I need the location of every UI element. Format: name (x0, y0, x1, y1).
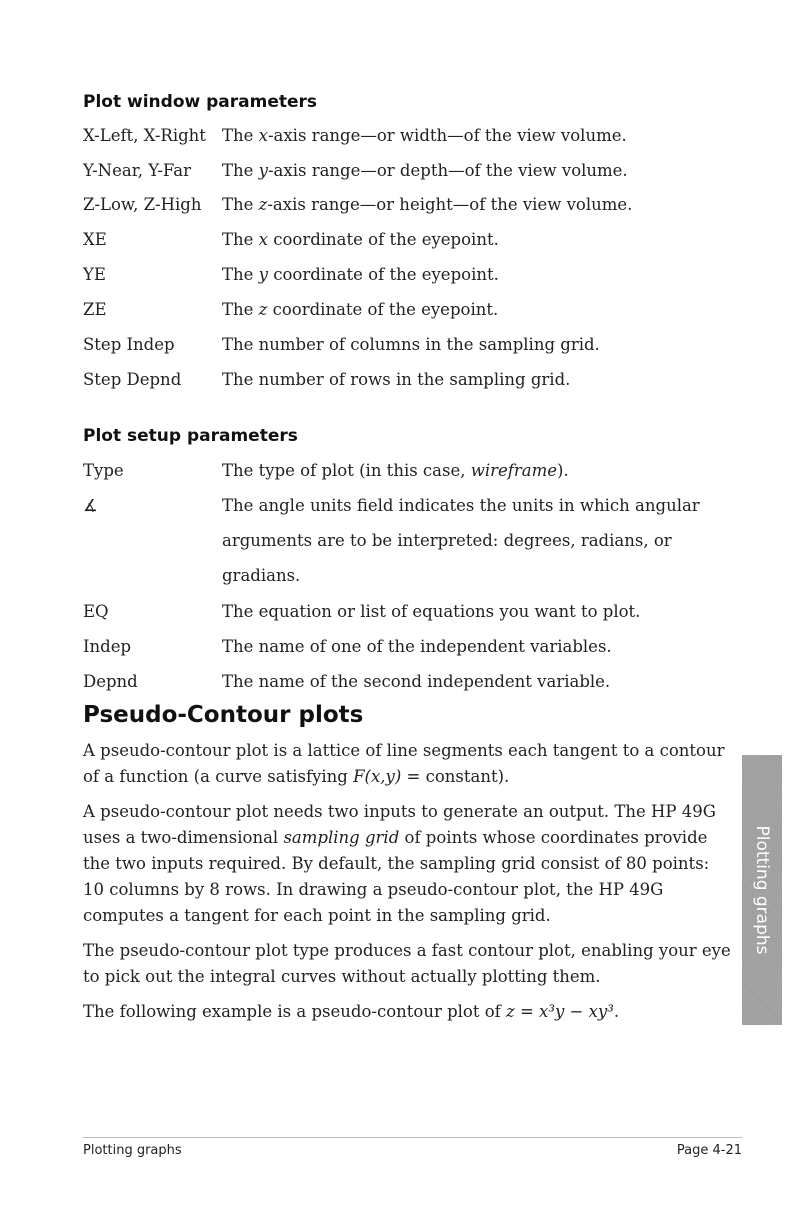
text: The following example is a pseudo-contour plot of (83, 1002, 507, 1021)
param-name: ZE (83, 300, 107, 319)
text: The number of rows in the sampling grid. (222, 370, 571, 389)
param-description (222, 594, 742, 629)
text: The name of one of the independent variables. (222, 637, 612, 656)
text: -axis range—or height—of the view volume. (267, 195, 633, 214)
text: The angle units field indicates the units in which angular arguments are to be interpreted: degrees, radians, or gradians. (222, 496, 700, 585)
emphasis: z (258, 300, 268, 319)
paragraph: The pseudo-contour plot type produces a fast contour plot, enabling your eye to pick out the integral curves without actually plotting them. (83, 941, 731, 986)
emphasis: z (258, 195, 268, 214)
text: The equation or list of equations you want to plot. (222, 602, 641, 621)
param-description (222, 153, 742, 188)
param-name: EQ (83, 602, 109, 621)
footer-section: Plotting graphs (83, 1143, 182, 1158)
param-description (222, 118, 742, 153)
text: A pseudo-contour plot needs two inputs to generate an output. The HP 49G uses a two-dimensional (83, 802, 716, 847)
param-description (222, 664, 742, 699)
param-name: XE (83, 230, 107, 249)
footer-page-number: Page 4-21 (676, 1143, 742, 1158)
emphasis: y (258, 265, 268, 284)
footer-divider (83, 1137, 742, 1138)
emphasis: sampling grid (283, 828, 400, 847)
text: The name of the second independent variable. (222, 672, 611, 691)
param-description (222, 629, 742, 664)
paragraph (83, 738, 733, 790)
equation: z = x³y − xy³ (506, 1002, 614, 1021)
side-tab (742, 755, 782, 1025)
text: -axis range—or depth—of the view volume. (267, 161, 628, 180)
param-description (222, 362, 742, 397)
text: = constant). (401, 767, 510, 786)
param-name: X-Left, X-Right (83, 126, 206, 145)
param-name: Indep (83, 637, 132, 656)
param-name: Step Depnd (83, 370, 182, 389)
paragraph (83, 799, 733, 929)
param-name: ∡ (83, 496, 98, 515)
param-description (222, 222, 742, 257)
math-var: F(x,y) (353, 767, 402, 786)
emphasis: x (258, 126, 268, 145)
text: The type of plot (in this case, (222, 461, 471, 480)
text: of points whose coordinates provide the two inputs required. By default, the sampling grid consist of 80 points: 10 columns by 8 rows. In drawing a pseudo-contour plot, the HP 49G computes a tangent for each point in the sampling grid. (83, 828, 710, 925)
param-description (222, 292, 742, 327)
text: -axis range—or width—of the view volume. (267, 126, 627, 145)
text: coordinate of the eyepoint. (267, 300, 499, 319)
text: coordinate of the eyepoint. (267, 265, 499, 284)
param-description (222, 327, 742, 362)
param-name: Depnd (83, 672, 138, 691)
emphasis: y (258, 161, 268, 180)
param-name: Type (83, 461, 124, 480)
param-name: Y-Near, Y-Far (83, 161, 191, 180)
text: A pseudo-contour plot is a lattice of line segments each tangent to a contour of a function (a curve satisfying (83, 741, 725, 786)
section-heading-window: Plot window parameters (83, 92, 318, 112)
text: ). (557, 461, 569, 480)
text: The (222, 195, 259, 214)
text: . (613, 1002, 620, 1021)
param-description (222, 488, 742, 593)
paragraph (83, 999, 733, 1025)
text: The (222, 230, 259, 249)
text: The (222, 300, 259, 319)
param-name: YE (83, 265, 106, 284)
text: coordinate of the eyepoint. (267, 230, 499, 249)
param-description (222, 257, 742, 292)
text: The (222, 265, 259, 284)
emphasis: x (258, 230, 268, 249)
side-tab-label: Plotting graphs (752, 825, 772, 955)
text: The (222, 161, 259, 180)
param-description (222, 453, 742, 488)
param-name: Z-Low, Z-High (83, 195, 202, 214)
param-description (222, 187, 742, 222)
section-heading-setup: Plot setup parameters (83, 426, 298, 446)
emphasis: wireframe (470, 461, 558, 480)
param-name: Step Indep (83, 335, 175, 354)
text: The number of columns in the sampling grid. (222, 335, 600, 354)
section-heading-contour: Pseudo-Contour plots (83, 702, 364, 728)
text: The (222, 126, 259, 145)
